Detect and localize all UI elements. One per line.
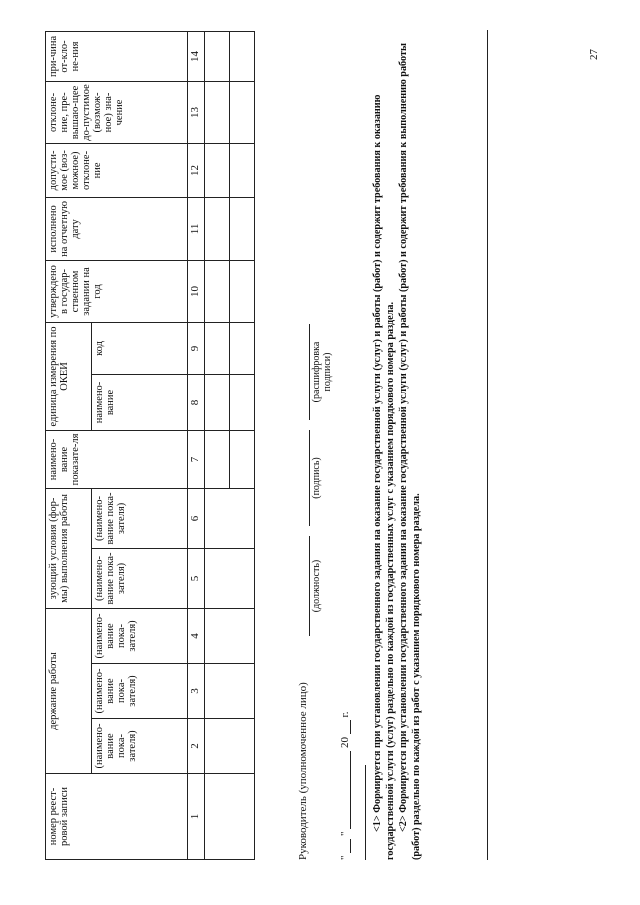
- table-cell: [205, 197, 230, 260]
- column-number: 3: [188, 664, 205, 719]
- table-cell: [205, 774, 255, 860]
- subheader-indicator-4: (наимено-вание пока-зателя): [92, 608, 188, 663]
- header-unit-okei: единица измерения по ОКЕИ: [46, 322, 92, 430]
- header-indicator-name: наимено-вание показате-ля: [46, 430, 188, 488]
- column-number: 2: [188, 719, 205, 774]
- table-cell: [230, 374, 255, 430]
- year-prefix: 20: [339, 737, 351, 748]
- page-number: 27: [588, 49, 600, 60]
- month-blank: [340, 751, 351, 829]
- column-number: 14: [188, 31, 205, 81]
- column-number: 5: [188, 548, 205, 608]
- header-executed: исполнено на отчетную дату: [46, 197, 188, 260]
- table-cell: [205, 143, 230, 197]
- day-blank: [340, 839, 351, 853]
- date-quote-close: ": [339, 831, 351, 836]
- table-cell: [205, 322, 230, 374]
- header-approved: утверждено в государ-ственном задании на год: [46, 260, 188, 322]
- table-cell: [205, 430, 230, 488]
- column-number: 8: [188, 374, 205, 430]
- column-number: 1: [188, 774, 205, 860]
- table-row: [205, 31, 230, 859]
- subheader-indicator-5: (наимено-вание пока-зателя): [92, 548, 188, 608]
- table-cell: [205, 664, 255, 719]
- table-cell: [205, 31, 230, 81]
- subheader-indicator-2: (наимено-вание пока-зателя): [92, 719, 188, 774]
- year-suffix: г.: [339, 711, 351, 718]
- footnote-2: <2> Формируется при установлении государственного задания на оказание государственной услуги (услуг) и работы (работ) и содержит требования к выполнению работы (работ) раздельно по каждой из работ с указанием порядкового номера раздела.: [398, 43, 422, 860]
- table-cell: [230, 322, 255, 374]
- column-number: 11: [188, 197, 205, 260]
- column-number: 7: [188, 430, 205, 488]
- date-line: [339, 711, 351, 860]
- table-cell: [230, 31, 255, 81]
- subheader-unit-name: наимено-вание: [92, 374, 188, 430]
- header-registry-number: номер реест-ровой записи: [46, 774, 188, 860]
- signature-label: Руководитель (уполномоченное лицо): [297, 682, 309, 860]
- subheader-indicator-3: (наимено-вание пока-зателя): [92, 664, 188, 719]
- decoding-caption: (расшифровка подписи): [311, 341, 333, 403]
- column-number: 6: [188, 488, 205, 548]
- table-cell: [205, 374, 230, 430]
- signature-line: [309, 430, 310, 526]
- header-allowed-deviation: допусти-мое (воз-можное) отклоне-ние: [46, 143, 188, 197]
- footnotes: [371, 30, 423, 860]
- position-caption: (должность): [311, 559, 322, 613]
- table-cell: [205, 488, 255, 548]
- table-cell: [205, 81, 230, 143]
- column-number-row: [188, 31, 205, 859]
- header-work-content: держание работы: [46, 608, 92, 773]
- rotated-content: [45, 30, 610, 860]
- signature-caption: (подпись): [311, 457, 322, 499]
- bottom-rule: [487, 30, 488, 860]
- column-number: 9: [188, 322, 205, 374]
- decoding-line: [309, 324, 310, 420]
- subheader-indicator-6: (наимено-вание пока-зателя): [92, 488, 188, 548]
- position-line: [309, 536, 310, 636]
- table-cell: [230, 197, 255, 260]
- header-work-conditions: зующий условия (фор-мы) выполнения работы: [46, 488, 92, 608]
- table-cell: [230, 81, 255, 143]
- column-number: 12: [188, 143, 205, 197]
- footnote-rule: [365, 765, 366, 860]
- table-cell: [230, 430, 255, 488]
- table-cell: [205, 608, 255, 663]
- column-number: 4: [188, 608, 205, 663]
- table-cell: [205, 260, 230, 322]
- year-blank: [340, 720, 351, 734]
- table-cell: [230, 260, 255, 322]
- table-cell: [205, 548, 255, 608]
- table-cell: [230, 143, 255, 197]
- header-deviation-reason: при-чина от-кло-не-ния: [46, 31, 188, 81]
- subheader-unit-code: код: [92, 322, 188, 374]
- footnote-1: <1> Формируется при установлении государственного задания на оказание государственной услуги (услуг) и работы (работ) и содержит требования к оказанию государственной услуги (услуг) раздельно по каждой из государственных услуг с указанием порядкового номера раздела.: [372, 94, 396, 860]
- date-quote-open: ": [339, 855, 351, 860]
- table-cell: [205, 719, 255, 774]
- column-number: 10: [188, 260, 205, 322]
- report-table: [45, 31, 255, 860]
- column-number: 13: [188, 81, 205, 143]
- header-excess-deviation: отклоне-ние, пре-вышаю-щее до-пустимое (возмож-ное) зна-чение: [46, 81, 188, 143]
